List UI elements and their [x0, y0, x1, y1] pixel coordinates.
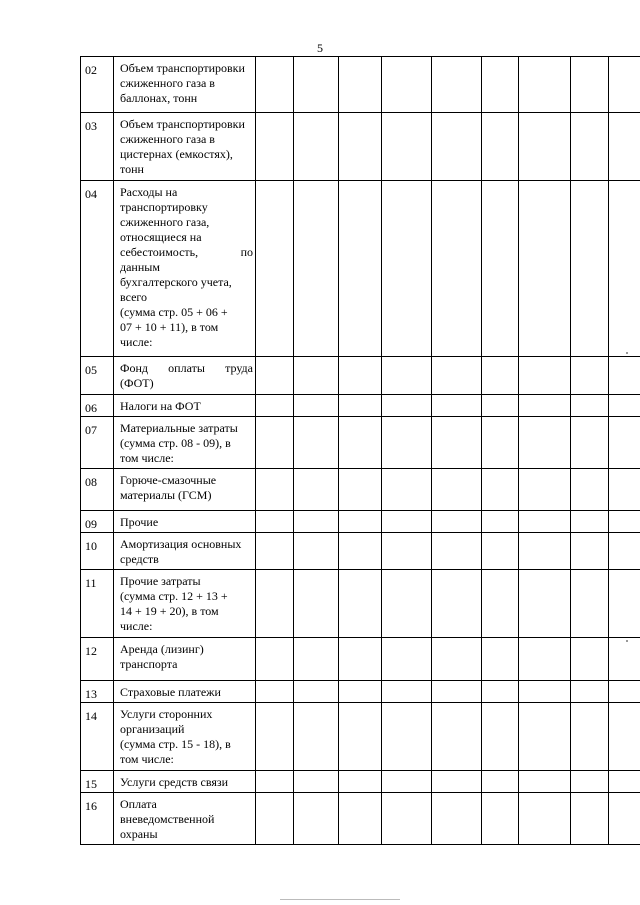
row-name-line: Объем транспортировки	[120, 61, 245, 75]
row-code: 05	[81, 357, 114, 395]
empty-cell	[571, 703, 609, 771]
empty-cell	[519, 793, 571, 845]
bottom-edge-line	[280, 899, 400, 900]
empty-cell	[571, 395, 609, 417]
empty-cell	[256, 703, 294, 771]
empty-cell	[382, 771, 432, 793]
empty-cell	[339, 570, 382, 638]
row-name-line: сжиженного газа в	[120, 132, 215, 146]
table-row	[81, 570, 640, 638]
empty-cell	[609, 533, 640, 570]
row-code: 14	[81, 703, 114, 771]
row-name	[114, 533, 256, 570]
row-name-line: Услуги средств связи	[120, 775, 229, 789]
row-name-line: сжиженного газа в	[120, 76, 215, 90]
empty-cell	[432, 771, 482, 793]
empty-cell	[482, 417, 519, 469]
row-name-line: том числе:	[120, 752, 174, 766]
empty-cell	[382, 793, 432, 845]
empty-cell	[482, 638, 519, 681]
row-name-line: Страховые платежи	[120, 685, 221, 699]
empty-cell	[571, 511, 609, 533]
row-name	[114, 395, 256, 417]
empty-cell	[519, 511, 571, 533]
empty-cell	[519, 533, 571, 570]
row-code: 07	[81, 417, 114, 469]
row-name-line: Услуги сторонних	[120, 707, 213, 721]
empty-cell	[432, 417, 482, 469]
empty-cell	[609, 703, 640, 771]
empty-cell	[571, 113, 609, 181]
row-code: 15	[81, 771, 114, 793]
row-name-line: Материальные затраты	[120, 421, 238, 435]
row-name-line: (ФОТ)	[120, 376, 154, 390]
empty-cell	[519, 703, 571, 771]
empty-cell	[339, 638, 382, 681]
empty-cell	[339, 511, 382, 533]
row-name-line: (сумма стр. 05 + 06 +	[120, 305, 228, 319]
empty-cell	[482, 113, 519, 181]
empty-cell	[609, 638, 640, 681]
empty-cell	[256, 357, 294, 395]
row-name-line: 07 + 10 + 11), в том	[120, 320, 219, 334]
empty-cell	[432, 793, 482, 845]
empty-cell	[571, 638, 609, 681]
empty-cell	[609, 57, 640, 113]
row-code: 09	[81, 511, 114, 533]
row-name-line: Горюче-смазочные	[120, 473, 217, 487]
empty-cell	[519, 57, 571, 113]
empty-cell	[432, 113, 482, 181]
row-name	[114, 511, 256, 533]
empty-cell	[432, 703, 482, 771]
empty-cell	[339, 771, 382, 793]
empty-cell	[294, 511, 339, 533]
empty-cell	[571, 681, 609, 703]
table-row	[81, 681, 640, 703]
empty-cell	[382, 181, 432, 357]
row-name-line: средств	[120, 552, 159, 566]
table-row	[81, 638, 640, 681]
empty-cell	[432, 681, 482, 703]
empty-cell	[382, 113, 432, 181]
row-name	[114, 57, 256, 113]
empty-cell	[256, 113, 294, 181]
empty-cell	[519, 681, 571, 703]
empty-cell	[256, 638, 294, 681]
empty-cell	[294, 357, 339, 395]
table-row	[81, 417, 640, 469]
empty-cell	[482, 771, 519, 793]
table-row	[81, 703, 640, 771]
empty-cell	[339, 357, 382, 395]
row-name	[114, 570, 256, 638]
empty-cell	[294, 793, 339, 845]
empty-cell	[294, 771, 339, 793]
empty-cell	[519, 469, 571, 511]
empty-cell	[519, 570, 571, 638]
empty-cell	[339, 395, 382, 417]
empty-cell	[571, 771, 609, 793]
empty-cell	[609, 511, 640, 533]
empty-cell	[482, 357, 519, 395]
empty-cell	[519, 638, 571, 681]
empty-cell	[294, 681, 339, 703]
row-name-line: охраны	[120, 827, 158, 841]
empty-cell	[256, 417, 294, 469]
row-name	[114, 469, 256, 511]
empty-cell	[339, 113, 382, 181]
row-name-line: данным	[120, 260, 160, 274]
edge-mark	[626, 640, 628, 642]
table-row	[81, 771, 640, 793]
empty-cell	[256, 469, 294, 511]
page-number: 5	[317, 41, 323, 55]
empty-cell	[482, 533, 519, 570]
empty-cell	[432, 469, 482, 511]
empty-cell	[256, 793, 294, 845]
empty-cell	[294, 570, 339, 638]
empty-cell	[571, 793, 609, 845]
empty-cell	[339, 57, 382, 113]
table-row	[81, 469, 640, 511]
empty-cell	[382, 511, 432, 533]
empty-cell	[256, 181, 294, 357]
row-name-line: тонн	[120, 162, 144, 176]
empty-cell	[256, 681, 294, 703]
row-name-line: (сумма стр. 15 - 18), в	[120, 737, 231, 751]
row-name	[114, 703, 256, 771]
empty-cell	[256, 570, 294, 638]
row-code: 13	[81, 681, 114, 703]
empty-cell	[256, 511, 294, 533]
empty-cell	[294, 113, 339, 181]
empty-cell	[339, 417, 382, 469]
empty-cell	[382, 57, 432, 113]
empty-cell	[339, 681, 382, 703]
empty-cell	[339, 533, 382, 570]
empty-cell	[571, 417, 609, 469]
row-code: 04	[81, 181, 114, 357]
table-row	[81, 793, 640, 845]
row-name-line: себестоимость, по	[120, 245, 253, 259]
row-name-line: числе:	[120, 335, 153, 349]
empty-cell	[571, 533, 609, 570]
empty-cell	[609, 793, 640, 845]
empty-cell	[609, 395, 640, 417]
table-row	[81, 395, 640, 417]
row-code: 08	[81, 469, 114, 511]
empty-cell	[294, 181, 339, 357]
empty-cell	[294, 417, 339, 469]
empty-cell	[432, 570, 482, 638]
row-name	[114, 113, 256, 181]
table-row	[81, 113, 640, 181]
row-name-line: Аренда (лизинг)	[120, 642, 204, 656]
row-name-line: цистернах (емкостях),	[120, 147, 233, 161]
empty-cell	[432, 357, 482, 395]
empty-cell	[609, 113, 640, 181]
row-name-line: бухгалтерского учета,	[120, 275, 232, 289]
row-name	[114, 681, 256, 703]
empty-cell	[382, 703, 432, 771]
row-name-line: сжиженного газа,	[120, 215, 210, 229]
empty-cell	[482, 570, 519, 638]
row-code: 02	[81, 57, 114, 113]
empty-cell	[294, 395, 339, 417]
row-name	[114, 771, 256, 793]
row-name	[114, 357, 256, 395]
empty-cell	[339, 469, 382, 511]
empty-cell	[432, 533, 482, 570]
row-name-line: 14 + 19 + 20), в том	[120, 604, 219, 618]
empty-cell	[482, 181, 519, 357]
empty-cell	[256, 395, 294, 417]
empty-cell	[482, 681, 519, 703]
row-name-line: Налоги на ФОТ	[120, 399, 201, 413]
empty-cell	[339, 181, 382, 357]
row-code: 03	[81, 113, 114, 181]
empty-cell	[571, 357, 609, 395]
empty-cell	[339, 793, 382, 845]
empty-cell	[519, 357, 571, 395]
row-name-line: материалы (ГСМ)	[120, 488, 212, 502]
row-name-line: баллонах, тонн	[120, 91, 198, 105]
empty-cell	[609, 681, 640, 703]
empty-cell	[382, 395, 432, 417]
row-name-line: Прочие затраты	[120, 574, 201, 588]
row-code: 06	[81, 395, 114, 417]
edge-mark	[626, 352, 628, 354]
empty-cell	[382, 638, 432, 681]
row-name-line: (сумма стр. 12 + 13 +	[120, 589, 228, 603]
table-row	[81, 511, 640, 533]
row-name-line: относящиеся на	[120, 230, 202, 244]
row-name-line: том числе:	[120, 451, 174, 465]
empty-cell	[609, 771, 640, 793]
empty-cell	[294, 57, 339, 113]
empty-cell	[339, 703, 382, 771]
empty-cell	[382, 357, 432, 395]
row-code: 11	[81, 570, 114, 638]
empty-cell	[609, 181, 640, 357]
row-name-line: организаций	[120, 722, 185, 736]
empty-cell	[294, 533, 339, 570]
row-name-line: транспортировку	[120, 200, 208, 214]
empty-cell	[482, 793, 519, 845]
empty-cell	[432, 181, 482, 357]
table-row	[81, 533, 640, 570]
empty-cell	[256, 533, 294, 570]
empty-cell	[519, 395, 571, 417]
row-name-line: Фонд оплаты труда	[120, 361, 253, 375]
row-name-line: Амортизация основных	[120, 537, 242, 551]
empty-cell	[256, 57, 294, 113]
empty-cell	[432, 638, 482, 681]
row-name-line: транспорта	[120, 657, 178, 671]
empty-cell	[382, 570, 432, 638]
empty-cell	[382, 681, 432, 703]
empty-cell	[482, 703, 519, 771]
empty-cell	[571, 181, 609, 357]
report-table	[80, 56, 640, 845]
row-name-line: Расходы на	[120, 185, 178, 199]
row-name-line: (сумма стр. 08 - 09), в	[120, 436, 231, 450]
empty-cell	[432, 395, 482, 417]
empty-cell	[609, 357, 640, 395]
empty-cell	[519, 181, 571, 357]
row-name	[114, 793, 256, 845]
row-code: 12	[81, 638, 114, 681]
empty-cell	[382, 417, 432, 469]
empty-cell	[571, 57, 609, 113]
table-row	[81, 357, 640, 395]
empty-cell	[482, 511, 519, 533]
row-name-line: всего	[120, 290, 148, 304]
empty-cell	[432, 511, 482, 533]
empty-cell	[571, 570, 609, 638]
empty-cell	[482, 395, 519, 417]
row-name-line: вневедомственной	[120, 812, 215, 826]
empty-cell	[609, 570, 640, 638]
empty-cell	[294, 638, 339, 681]
empty-cell	[432, 57, 482, 113]
empty-cell	[294, 469, 339, 511]
empty-cell	[256, 771, 294, 793]
empty-cell	[519, 113, 571, 181]
row-name-line: Объем транспортировки	[120, 117, 245, 131]
empty-cell	[382, 469, 432, 511]
row-name	[114, 638, 256, 681]
empty-cell	[609, 469, 640, 511]
row-name	[114, 181, 256, 357]
empty-cell	[571, 469, 609, 511]
row-name-line: Оплата	[120, 797, 157, 811]
empty-cell	[609, 417, 640, 469]
row-name	[114, 417, 256, 469]
row-name-line: числе:	[120, 619, 153, 633]
empty-cell	[519, 417, 571, 469]
row-code: 16	[81, 793, 114, 845]
empty-cell	[382, 533, 432, 570]
empty-cell	[519, 771, 571, 793]
empty-cell	[482, 469, 519, 511]
empty-cell	[482, 57, 519, 113]
row-name-line: Прочие	[120, 515, 159, 529]
row-code: 10	[81, 533, 114, 570]
table-row	[81, 57, 640, 113]
table-row	[81, 181, 640, 357]
empty-cell	[294, 703, 339, 771]
